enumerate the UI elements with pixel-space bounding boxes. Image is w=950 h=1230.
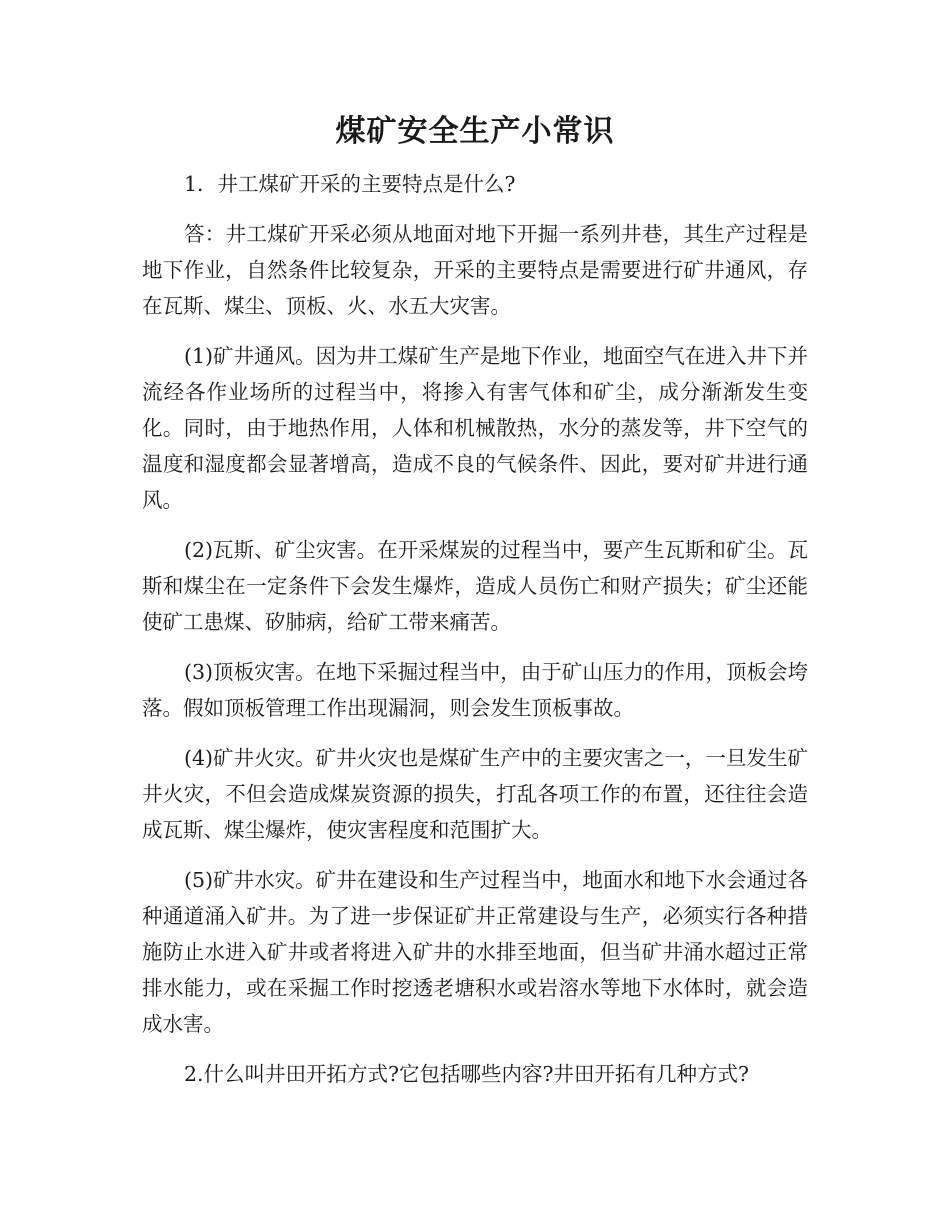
answer-1-item-4: (4)矿井火灾。矿井火灾也是煤矿生产中的主要灾害之一，一旦发生矿井火灾，不但会造成煤炭资源的损失，打乱各项工作的布置，还往往会造成瓦斯、煤尘爆炸，使灾害程度和范围扩大。 — [142, 746, 808, 842]
answer-1-item-1: (1)矿井通风。因为井工煤矿生产是地下作业，地面空气在进入井下并流经各作业场所的过程当中，将掺入有害气体和矿尘，成分渐渐发生变化。同时，由于地热作用，人体和机械散热，水分的蒸发等，井下空气的温度和湿度都会显著增高，造成不良的气候条件、因此，要对矿井进行通风。 — [142, 344, 808, 512]
answer-1-intro: 答：井工煤矿开采必须从地面对地下开掘一系列井巷，其生产过程是地下作业，自然条件比较复杂，开采的主要特点是需要进行矿井通风，存在瓦斯、煤尘、顶板、火、水五大灾害。 — [142, 222, 808, 318]
answer-1-item-3: (3)顶板灾害。在地下采掘过程当中，由于矿山压力的作用，顶板会垮落。假如顶板管理工作出现漏洞，则会发生顶板事故。 — [142, 660, 808, 720]
document-body — [142, 166, 808, 1092]
document-title: 煤矿安全生产小常识 — [335, 114, 615, 149]
question-2: 2.什么叫井田开拓方式?它包括哪些内容?井田开拓有几种方式? — [184, 1062, 750, 1086]
question-1: 1．井工煤矿开采的主要特点是什么? — [184, 172, 516, 196]
answer-1-item-5: (5)矿井水灾。矿井在建设和生产过程当中，地面水和地下水会通过各种通道涌入矿井。为了进一步保证矿井正常建设与生产，必须实行各种措施防止水进入矿井或者将进入矿井的水排至地面，但当矿井涌水超过正常排水能力，或在采掘工作时挖透老塘积水或岩溶水等地下水体时，就会造成水害。 — [142, 868, 808, 1036]
answer-1-item-2: (2)瓦斯、矿尘灾害。在开采煤炭的过程当中，要产生瓦斯和矿尘。瓦斯和煤尘在一定条件下会发生爆炸，造成人员伤亡和财产损失；矿尘还能使矿工患煤、矽肺病，给矿工带来痛苦。 — [142, 538, 808, 634]
